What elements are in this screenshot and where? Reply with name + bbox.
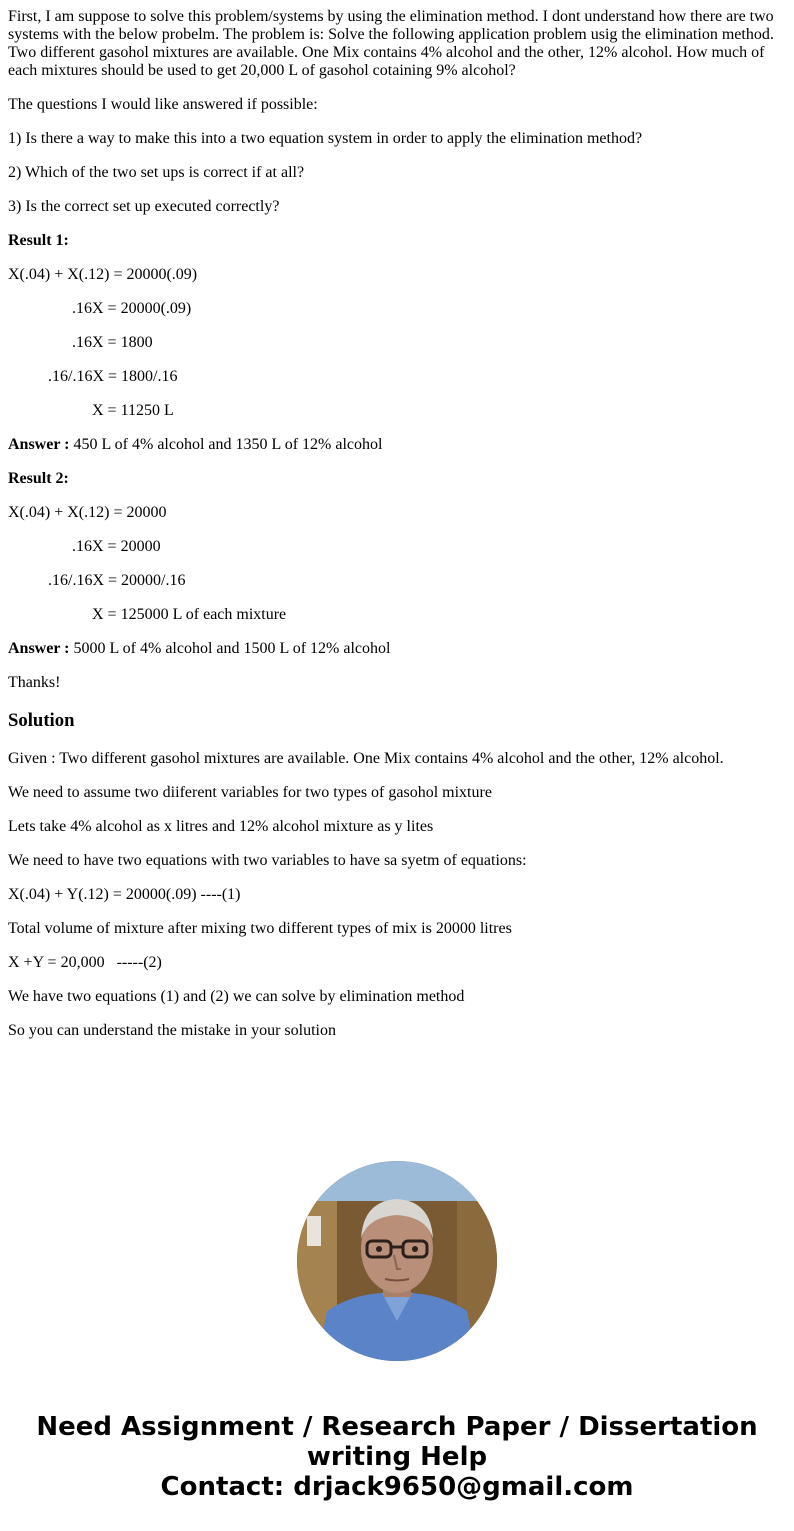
solution-line: We have two equations (1) and (2) we can solve by elimination method [8, 988, 465, 1005]
solution-line: We need to assume two diiferent variables for two types of gasohol mixture [8, 784, 492, 801]
author-avatar [297, 1161, 497, 1361]
question-intro: First, I am suppose to solve this problem/systems by using the elimination method. I dont understand how there are two systems with the below probelm. The problem is: Solve the following application problem usig the elimination method. Two different gasohol mixtures are available. One Mix contains 4% alcohol and the other, 12% alcohol. How much of each mixtures should be used to get 20,000 L of gasohol cotaining 9% alcohol? [8, 8, 774, 79]
result-2-equation: .16X = 20000 [72, 538, 161, 555]
author-portrait-image [297, 1161, 497, 1361]
result-1-equation: X(.04) + X(.12) = 20000(.09) [8, 266, 198, 283]
solution-line: X(.04) + Y(.12) = 20000(.09) ----(1) [8, 886, 241, 903]
result-1-heading: Result 1: [8, 232, 69, 249]
footer-contact-email: Contact: drjack9650@gmail.com [160, 1472, 634, 1502]
solution-line: Total volume of mixture after mixing two different types of mix is 20000 litres [8, 920, 512, 937]
solution-line: So you can understand the mistake in your solution [8, 1022, 336, 1039]
answer-label: Answer : [8, 640, 70, 657]
result-2-answer [8, 640, 786, 658]
result-2-equation: X = 125000 L of each mixture [92, 606, 287, 623]
answer-text: 5000 L of 4% alcohol and 1500 L of 12% alcohol [69, 640, 391, 657]
question-1: 1) Is there a way to make this into a two equation system in order to apply the elimination method? [8, 130, 643, 147]
thanks-text: Thanks! [8, 674, 61, 691]
answer-label: Answer : [8, 436, 70, 453]
solution-heading: Solution [8, 710, 75, 731]
answer-text: 450 L of 4% alcohol and 1350 L of 12% alcohol [69, 436, 383, 453]
result-2-equation: X(.04) + X(.12) = 20000 [8, 504, 167, 521]
result-1-equation: .16/.16X = 1800/.16 [48, 368, 178, 385]
solution-line: Lets take 4% alcohol as x litres and 12% alcohol mixture as y lites [8, 818, 434, 835]
result-1-equation: .16X = 20000(.09) [72, 300, 192, 317]
footer-line: writing Help [306, 1442, 488, 1472]
question-3: 3) Is the correct set up executed correctly? [8, 198, 280, 215]
solution-line: We need to have two equations with two variables to have sa syetm of equations: [8, 852, 527, 869]
document-body [0, 8, 794, 1040]
questions-lead: The questions I would like answered if possible: [8, 96, 318, 113]
footer-contact-banner [0, 1412, 794, 1502]
solution-line: X +Y = 20,000 -----(2) [8, 954, 162, 971]
result-2-equation: .16/.16X = 20000/.16 [48, 572, 186, 589]
solution-line: Given : Two different gasohol mixtures are available. One Mix contains 4% alcohol and the other, 12% alcohol. [8, 750, 724, 767]
result-1-equation: X = 11250 L [92, 402, 174, 419]
footer-line: Need Assignment / Research Paper / Dissertation [36, 1412, 758, 1442]
result-1-answer [8, 436, 786, 454]
result-1-equation: .16X = 1800 [72, 334, 153, 351]
result-2-heading: Result 2: [8, 470, 69, 487]
question-2: 2) Which of the two set ups is correct if at all? [8, 164, 305, 181]
